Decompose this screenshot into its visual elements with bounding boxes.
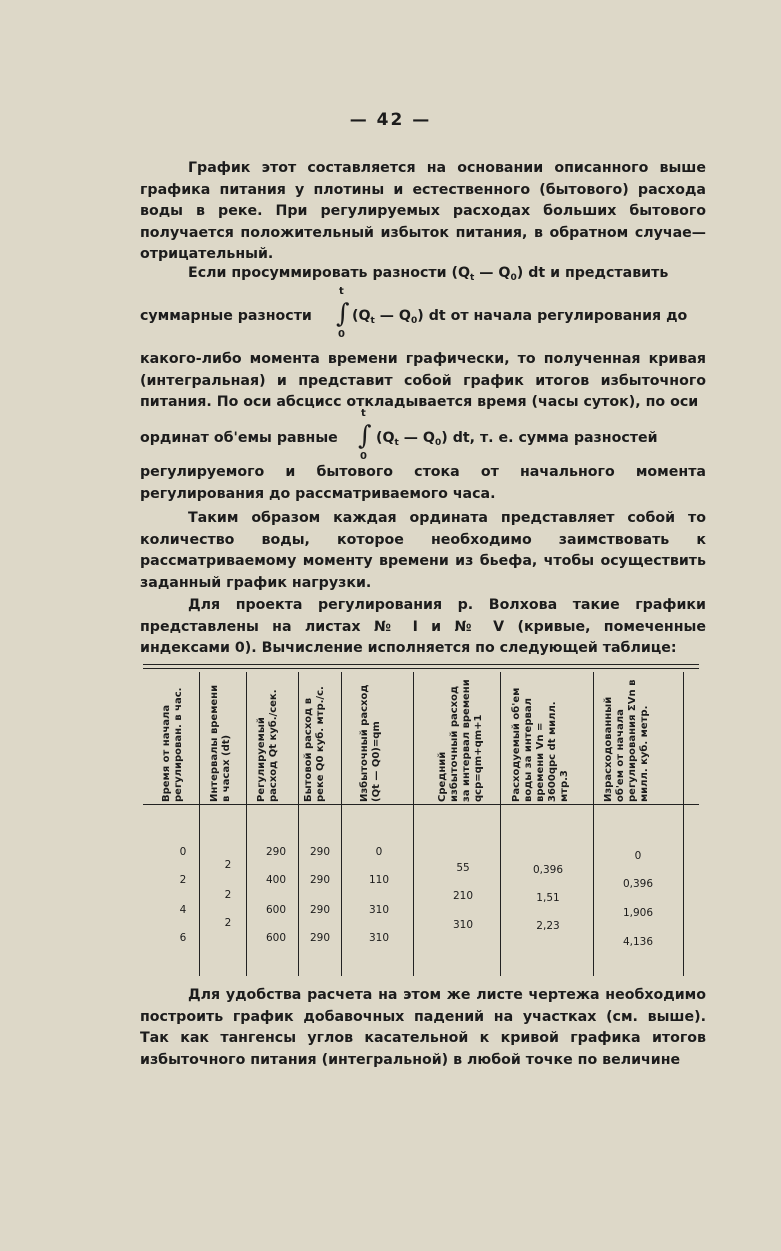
table-cell: 4,136 xyxy=(622,936,654,948)
header-excess-flow: Избыточный расход (Qt — Q0)=qm xyxy=(359,684,382,802)
table-cell: 310 xyxy=(452,919,474,931)
table-cell: 290 xyxy=(309,932,331,944)
column-divider xyxy=(413,672,414,976)
header-volume-total: Израсходованный об'ем от начала регулирования ΣVn в милл. куб. метр. xyxy=(603,679,650,802)
paragraph-2-tail: регулируемого и бытового стока от начального момента регулирования до рассматриваемого часа. xyxy=(140,464,706,502)
column-divider xyxy=(500,672,501,976)
header-interval: Интервалы времени в часах (dt) xyxy=(209,684,232,802)
table-cell: 2 xyxy=(179,874,187,886)
integral-sign: ∫ xyxy=(336,299,350,329)
table-cell: 0 xyxy=(179,846,187,858)
table-cell: 210 xyxy=(452,890,474,902)
column-divider xyxy=(683,672,684,976)
table-cell: 110 xyxy=(368,874,390,886)
table-cell: 290 xyxy=(309,846,331,858)
subscript: 0 xyxy=(411,316,418,326)
table-cell: 4 xyxy=(179,904,187,916)
table-cell: 400 xyxy=(265,874,287,886)
table-header-rule xyxy=(143,804,699,805)
header-regulated-flow: Регулируемый расход Qt куб./сек. xyxy=(256,689,279,802)
table-top-rule xyxy=(143,668,699,669)
column-divider xyxy=(246,672,247,976)
table-cell: 310 xyxy=(368,904,390,916)
integral-upper-limit: t xyxy=(339,286,344,297)
header-natural-flow: Бытовой расход в реке Q0 куб. мтр./с. xyxy=(303,686,326,802)
text-fragment: суммарные разности xyxy=(140,308,312,324)
integral-sign: ∫ xyxy=(358,421,372,451)
column-divider xyxy=(199,672,200,976)
column-divider xyxy=(298,672,299,976)
table-cell: 0 xyxy=(375,846,383,858)
subscript: t xyxy=(394,438,399,448)
table-cell: 290 xyxy=(265,846,287,858)
text-fragment: Если просуммировать разности (Q xyxy=(188,265,471,281)
table-top-rule xyxy=(143,664,699,665)
table-cell: 6 xyxy=(179,932,187,944)
text-fragment: — Q xyxy=(474,265,511,281)
table-cell: 1,906 xyxy=(622,907,654,919)
table-cell: 2 xyxy=(224,917,232,929)
header-mean-excess: Средний избыточный расход за интервал времени qcp=qm+qm+1 xyxy=(437,679,484,802)
integral-upper-limit: t xyxy=(361,408,366,419)
paragraph-5: Для удобства расчета на этом же листе чертежа необходимо построить график добавочных падений на участках (см. выше). Так как тангенсы углов касательной к кривой графика итогов избыточного питания (интегральной) в любой точке по величине xyxy=(140,987,706,1068)
table-cell: 290 xyxy=(309,874,331,886)
text-fragment: (Q xyxy=(352,308,371,324)
table-cell: 290 xyxy=(309,904,331,916)
subscript: t xyxy=(470,273,475,283)
text-fragment: — Q xyxy=(398,430,435,446)
column-divider xyxy=(593,672,594,976)
table-cell: 1,51 xyxy=(536,892,560,904)
calculation-table xyxy=(143,664,699,976)
paragraph-2-body: какого-либо момента времени графически, то полученная кривая (интегральная) и представит собой график итогов избыточного питания. По оси абсцисс откладывается время (часы суток), по оси xyxy=(140,351,706,411)
paragraph-2-line-1 xyxy=(140,265,706,287)
paragraph-4: Для проекта регулирования р. Волхова такие графики представлены на листах № I и № V (кривые, помеченные индексами 0). Вычисление исполняется по следующей таблице: xyxy=(140,597,706,657)
paragraph-2-line-3 xyxy=(140,408,706,462)
text-fragment: ординат об'емы равные xyxy=(140,430,338,446)
table-cell: 2,23 xyxy=(536,920,560,932)
table-cell: 55 xyxy=(456,862,470,874)
integral-lower-limit: 0 xyxy=(360,451,367,462)
paragraph-2-line-2 xyxy=(140,286,706,340)
integral-lower-limit: 0 xyxy=(338,329,345,340)
text-fragment: (Q xyxy=(376,430,395,446)
table-cell: 0 xyxy=(634,850,642,862)
table-cell: 0,396 xyxy=(532,864,564,876)
text-fragment: ) dt и представить xyxy=(516,265,669,281)
table-cell: 2 xyxy=(224,889,232,901)
page-number: — 42 — xyxy=(349,110,432,130)
paragraph-1: График этот составляется на основании описанного выше графика питания у плотины и естественного (бытового) расхода воды в реке. При регулируемых расходах больших бытового получается положительный избыток питания, в обратном случае— отрицательный. xyxy=(140,160,706,263)
table-cell: 600 xyxy=(265,932,287,944)
table-cell: 600 xyxy=(265,904,287,916)
header-time: Время от начала регулирован. в час. xyxy=(161,687,184,802)
subscript: 0 xyxy=(510,273,517,283)
subscript: t xyxy=(370,316,375,326)
table-cell: 2 xyxy=(224,859,232,871)
table-cell: 0,396 xyxy=(622,878,654,890)
header-volume-interval: Расходуемый об'ем воды за интервал времени Vn = 3600qpc dt милл. мтр.3 xyxy=(511,687,570,802)
text-fragment: ) dt от начала регулирования до xyxy=(417,308,688,324)
column-divider xyxy=(341,672,342,976)
table-cell: 310 xyxy=(368,932,390,944)
text-fragment: — Q xyxy=(374,308,411,324)
subscript: 0 xyxy=(435,438,442,448)
paragraph-3: Таким образом каждая ордината представляет собой то количество воды, которое необходимо заимствовать к рассматриваемому моменту времени из бьефа, чтобы осуществить заданный график нагрузки. xyxy=(140,510,706,591)
text-fragment: ) dt, т. е. сумма разностей xyxy=(441,430,658,446)
